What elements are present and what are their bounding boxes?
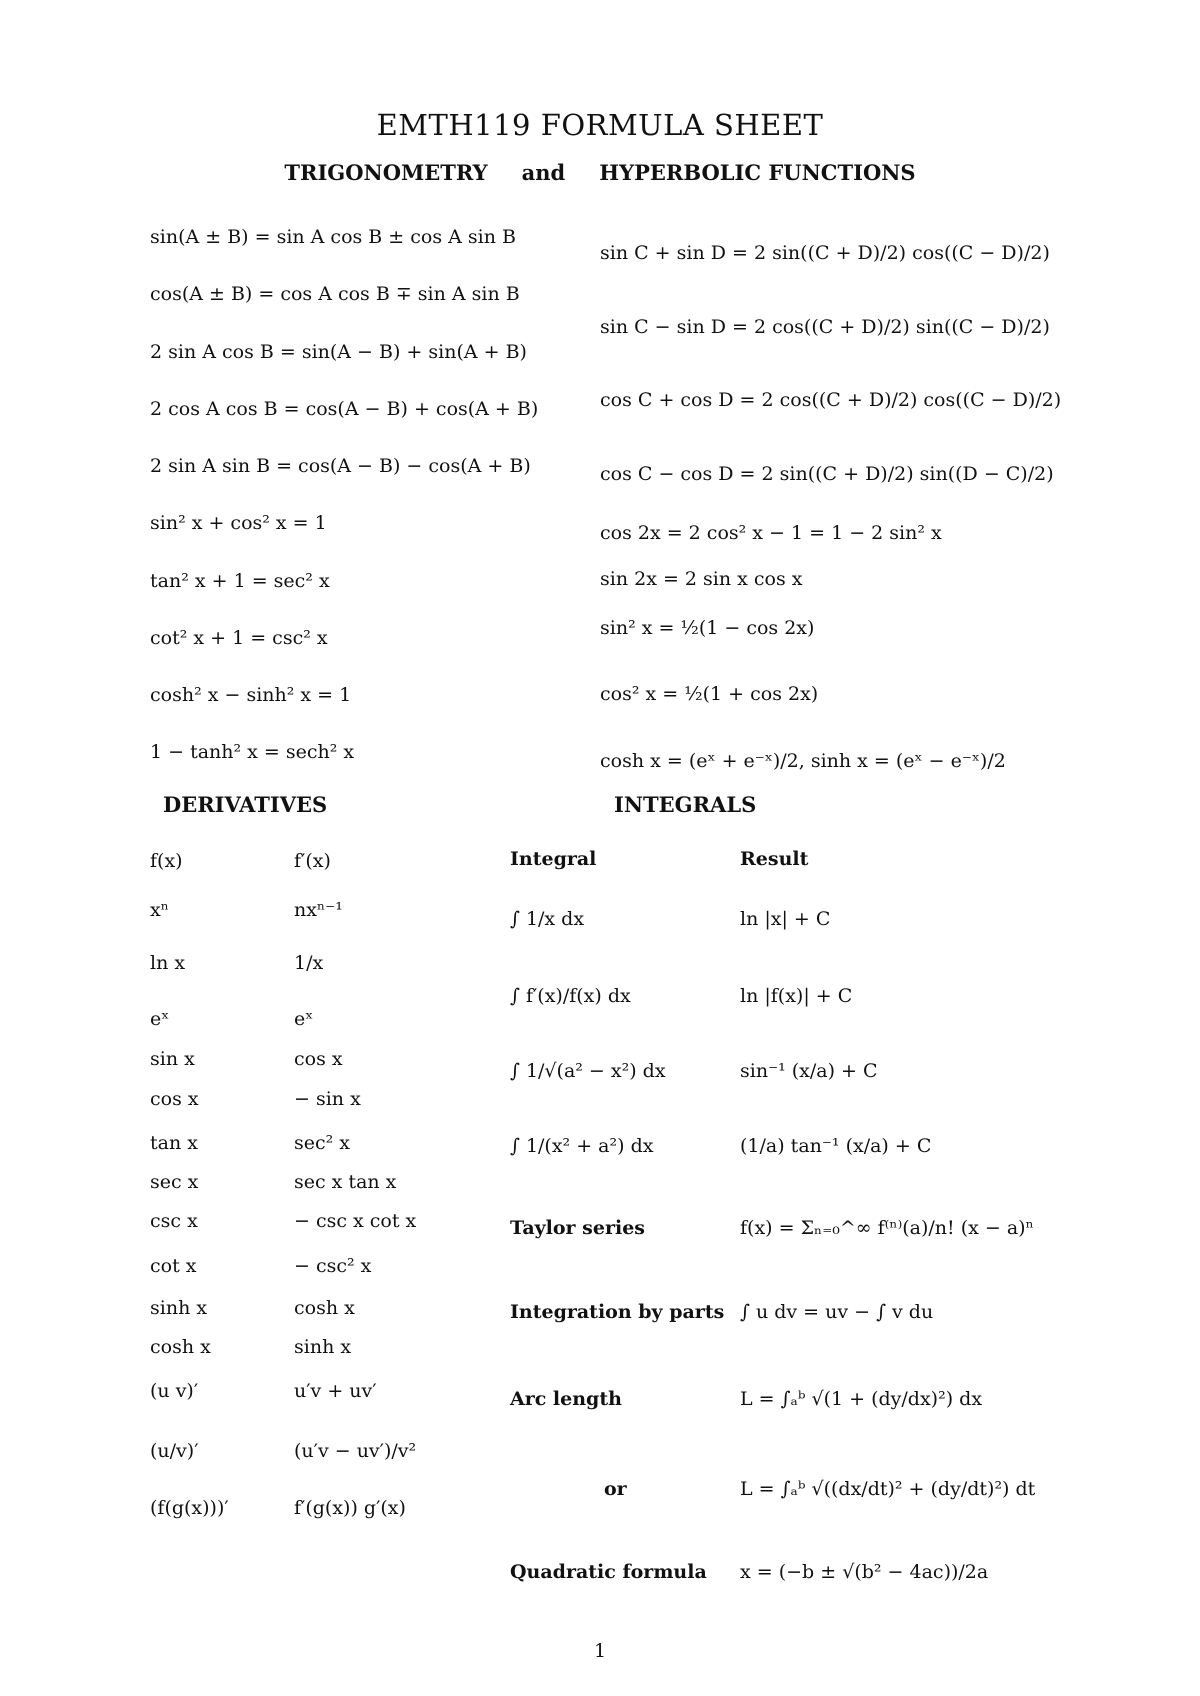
trig-left-formula: 2 cos A cos B = cos(A − B) + cos(A + B) bbox=[150, 398, 539, 420]
integral-result: ln |f(x)| + C bbox=[740, 985, 853, 1007]
derivative-result: eˣ bbox=[294, 1008, 314, 1030]
integral-expression: ∫ f′(x)/f(x) dx bbox=[510, 985, 631, 1007]
derivative-function: cot x bbox=[150, 1255, 197, 1277]
derivatives-col-fx: f(x) bbox=[150, 850, 183, 872]
derivative-function: sec x bbox=[150, 1171, 199, 1193]
integration-by-parts-formula: ∫ u dv = uv − ∫ v du bbox=[740, 1301, 934, 1323]
arc-length-label: Arc length bbox=[510, 1388, 622, 1410]
arc-length-formula: L = ∫ₐᵇ √(1 + (dy/dx)²) dx bbox=[740, 1388, 983, 1410]
quadratic-formula-label: Quadratic formula bbox=[510, 1561, 707, 1583]
trig-left-formula: cot² x + 1 = csc² x bbox=[150, 627, 328, 649]
trig-left-formula: sin² x + cos² x = 1 bbox=[150, 512, 327, 534]
trig-left-formula: cos(A ± B) = cos A cos B ∓ sin A sin B bbox=[150, 283, 520, 305]
trig-left-formula: 2 sin A cos B = sin(A − B) + sin(A + B) bbox=[150, 341, 527, 363]
arc-length-or-label: or bbox=[604, 1478, 627, 1500]
taylor-series-formula: f(x) = Σₙ₌₀^∞ f⁽ⁿ⁾(a)/n! (x − a)ⁿ bbox=[740, 1217, 1034, 1239]
integral-result: (1/a) tan⁻¹ (x/a) + C bbox=[740, 1135, 932, 1157]
derivative-function: sinh x bbox=[150, 1297, 208, 1319]
derivative-function: sin x bbox=[150, 1048, 195, 1070]
integration-by-parts-label: Integration by parts bbox=[510, 1301, 725, 1323]
derivative-function: (f(g(x)))′ bbox=[150, 1497, 229, 1519]
trig-right-formula: sin 2x = 2 sin x cos x bbox=[600, 568, 803, 590]
integral-expression: ∫ 1/(x² + a²) dx bbox=[510, 1135, 654, 1157]
trig-right-formula: sin C − sin D = 2 cos((C + D)/2) sin((C − D)/2) bbox=[600, 316, 1050, 338]
derivative-result: sec x tan x bbox=[294, 1171, 397, 1193]
trig-right-formula: cos C − cos D = 2 sin((C + D)/2) sin((D − C)/2) bbox=[600, 463, 1054, 485]
integral-result: ln |x| + C bbox=[740, 908, 831, 930]
subtitle-hyperbolic: HYPERBOLIC FUNCTIONS bbox=[599, 160, 916, 185]
integral-expression: ∫ 1/x dx bbox=[510, 908, 585, 930]
derivative-result: 1/x bbox=[294, 952, 324, 974]
subtitle-trigonometry: TRIGONOMETRY bbox=[284, 160, 488, 185]
trig-left-formula: cosh² x − sinh² x = 1 bbox=[150, 684, 352, 706]
derivative-result: − csc x cot x bbox=[294, 1210, 417, 1232]
derivative-result: cos x bbox=[294, 1048, 343, 1070]
taylor-series-label: Taylor series bbox=[510, 1217, 645, 1239]
page-number: 1 bbox=[593, 1640, 607, 1662]
derivative-function: eˣ bbox=[150, 1008, 170, 1030]
derivative-function: tan x bbox=[150, 1132, 198, 1154]
trig-right-formula: cosh x = (eˣ + e⁻ˣ)/2, sinh x = (eˣ − e⁻ˣ)/2 bbox=[600, 750, 1006, 772]
derivative-function: xⁿ bbox=[150, 899, 169, 921]
derivatives-col-fprime: f′(x) bbox=[294, 850, 331, 872]
integrals-heading: INTEGRALS bbox=[614, 792, 757, 817]
subtitle-and: and bbox=[521, 160, 566, 185]
trig-right-formula: sin C + sin D = 2 sin((C + D)/2) cos((C − D)/2) bbox=[600, 242, 1050, 264]
derivative-result: − csc² x bbox=[294, 1255, 372, 1277]
integrals-col-result: Result bbox=[740, 848, 809, 870]
trig-right-formula: cos 2x = 2 cos² x − 1 = 1 − 2 sin² x bbox=[600, 522, 942, 544]
quadratic-formula: x = (−b ± √(b² − 4ac))/2a bbox=[740, 1561, 989, 1583]
trig-left-formula: tan² x + 1 = sec² x bbox=[150, 570, 330, 592]
derivative-result: sec² x bbox=[294, 1132, 351, 1154]
derivative-function: (u/v)′ bbox=[150, 1440, 199, 1462]
sheet-title: EMTH119 FORMULA SHEET bbox=[376, 108, 824, 142]
derivative-result: cosh x bbox=[294, 1297, 355, 1319]
derivative-function: cosh x bbox=[150, 1336, 211, 1358]
derivative-function: ln x bbox=[150, 952, 186, 974]
derivative-function: csc x bbox=[150, 1210, 198, 1232]
derivative-result: f′(g(x)) g′(x) bbox=[294, 1497, 406, 1519]
derivative-result: − sin x bbox=[294, 1088, 361, 1110]
section-subtitle bbox=[0, 160, 1200, 185]
derivative-result: sinh x bbox=[294, 1336, 352, 1358]
derivatives-heading: DERIVATIVES bbox=[163, 792, 328, 817]
arc-length-parametric-formula: L = ∫ₐᵇ √((dx/dt)² + (dy/dt)²) dt bbox=[740, 1478, 1036, 1500]
trig-right-formula: cos² x = ½(1 + cos 2x) bbox=[600, 683, 819, 705]
trig-left-formula: sin(A ± B) = sin A cos B ± cos A sin B bbox=[150, 226, 516, 248]
trig-left-formula: 2 sin A sin B = cos(A − B) − cos(A + B) bbox=[150, 455, 531, 477]
derivative-result: u′v + uv′ bbox=[294, 1380, 377, 1402]
trig-right-formula: cos C + cos D = 2 cos((C + D)/2) cos((C − D)/2) bbox=[600, 389, 1062, 411]
integral-expression: ∫ 1/√(a² − x²) dx bbox=[510, 1060, 666, 1082]
derivative-result: (u′v − uv′)/v² bbox=[294, 1440, 417, 1462]
derivative-function: (u v)′ bbox=[150, 1380, 199, 1402]
derivative-function: cos x bbox=[150, 1088, 199, 1110]
derivative-result: nxⁿ⁻¹ bbox=[294, 899, 343, 921]
integrals-col-integral: Integral bbox=[510, 848, 597, 870]
integral-result: sin⁻¹ (x/a) + C bbox=[740, 1060, 878, 1082]
trig-left-formula: 1 − tanh² x = sech² x bbox=[150, 741, 355, 763]
trig-right-formula: sin² x = ½(1 − cos 2x) bbox=[600, 617, 815, 639]
